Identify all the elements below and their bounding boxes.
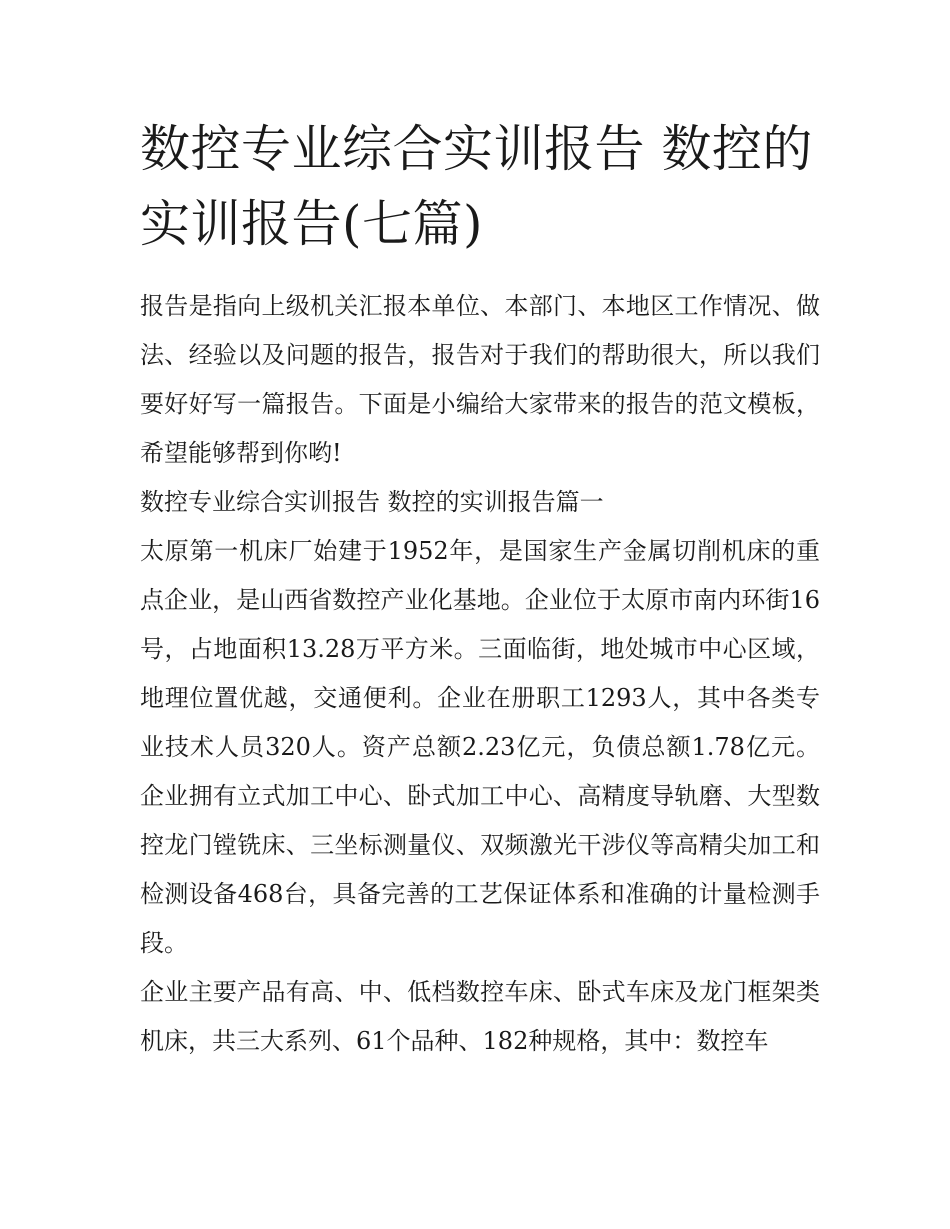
body-paragraph-1: 太原第一机床厂始建于1952年，是国家生产金属切削机床的重点企业，是山西省数控产业化基地。企业位于太原市南内环街16号，占地面积13.28万平方米。三面临街，地处城市中心区域，地理位置优越，交通便利。企业在册职工1293人，其中各类专业技术人员320人。资产总额2.23亿元，负债总额1.78亿元。企业拥有立式加工中心、卧式加工中心、高精度导轨磨、大型数控龙门镗铣床、三坐标测量仪、双频激光干涉仪等高精尖加工和检测设备468台，具备完善的工艺保证体系和准确的计量检测手段。 <box>140 537 820 957</box>
body-paragraph-2: 企业主要产品有高、中、低档数控车床、卧式车床及龙门框架类机床，共三大系列、61个品种、182种规格，其中：数控车 <box>140 978 820 1055</box>
intro-paragraph: 报告是指向上级机关汇报本单位、本部门、本地区工作情况、做法、经验以及问题的报告，报告对于我们的帮助很大，所以我们要好好写一篇报告。下面是小编给大家带来的报告的范文模板，希望能够帮到你哟! <box>140 292 820 467</box>
document-page <box>140 112 820 1066</box>
document-title: 数控专业综合实训报告 数控的实训报告(七篇) <box>140 120 813 253</box>
section-heading: 数控专业综合实训报告 数控的实训报告篇一 <box>140 488 604 516</box>
